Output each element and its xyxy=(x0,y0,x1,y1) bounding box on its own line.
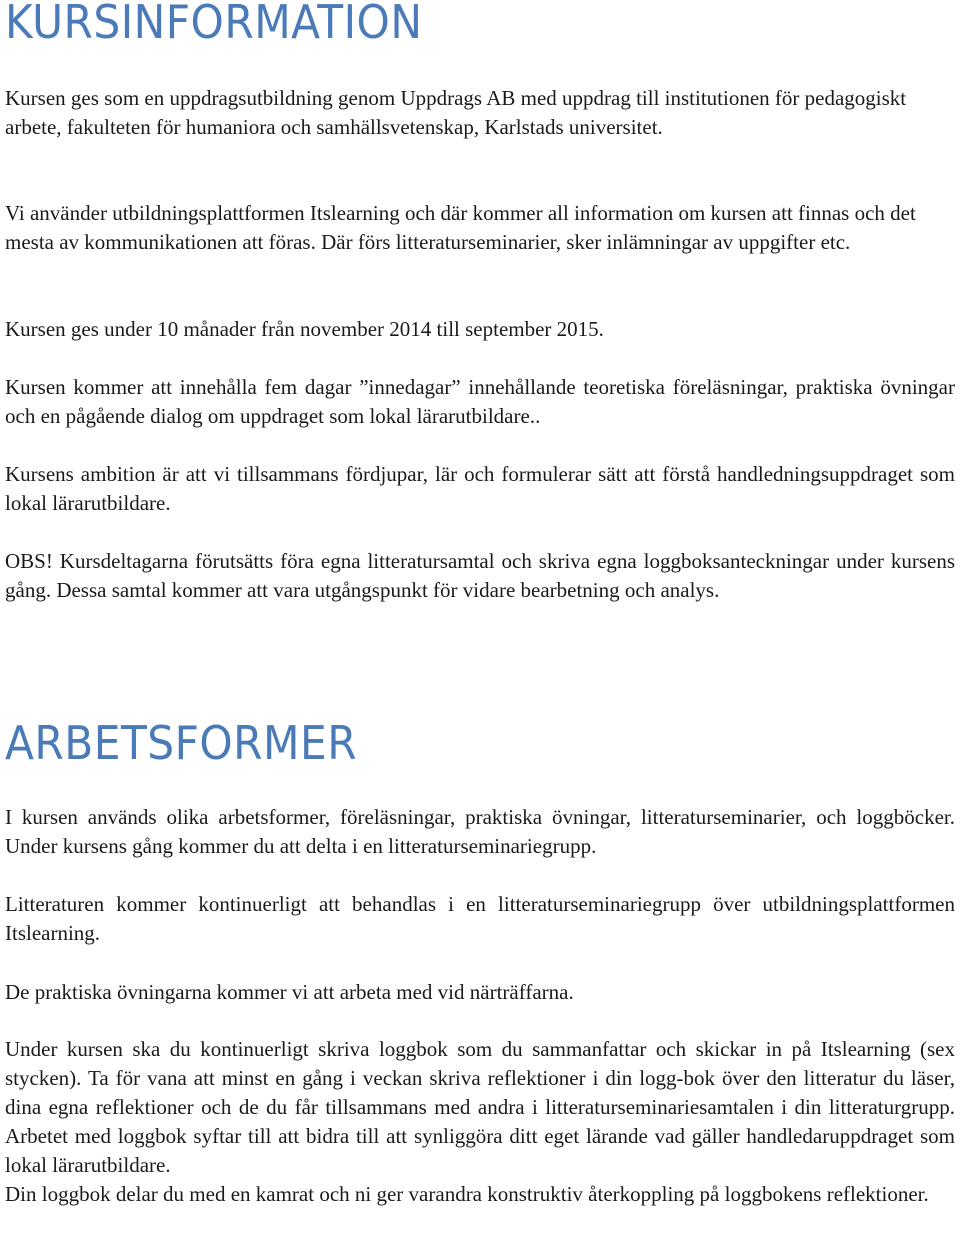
paragraph-uppdragsutbildning: Kursen ges som en uppdragsutbildning genom Uppdrags AB med uppdrag till institutionen för pedagogiskt arbete, fakulteten för humaniora och samhällsvetenskap, Karlstads universitet. xyxy=(5,86,907,139)
paragraph-litteraturen: Litteraturen kommer kontinuerligt att behandlas i en litteraturseminariegrupp över utbildningsplattformen Itslearning. xyxy=(5,892,955,945)
paragraph-obs: OBS! Kursdeltagarna förutsätts föra egna litteratursamtal och skriva egna loggboksanteckningar under kursens gång. Dessa samtal kommer att vara utgångspunkt för vidare bearbetning och analys. xyxy=(5,549,955,602)
paragraph-loggbok: Under kursen ska du kontinuerligt skriva loggbok som du sammanfattar och skickar in på Itslearning (sex stycken). Ta för vana att minst en gång i veckan skriva reflektioner i din logg-bok över den litteratur du läser, dina egna reflektioner och de du får tillsammans med andra i litteraturseminariesamtalen i din litteraturgrupp. Arbetet med loggbok syftar till att bidra till att synliggöra ditt eget lärande vad gäller handledaruppdraget som lokal lärarutbildare. xyxy=(5,1037,955,1177)
paragraph-kurslangd: Kursen ges under 10 månader från november 2014 till september 2015. xyxy=(5,317,604,341)
section-title-kursinformation: KURSINFORMATION xyxy=(5,0,423,49)
paragraph-praktiska-ovningar: De praktiska övningarna kommer vi att arbeta med vid närträffarna. xyxy=(5,980,574,1004)
paragraph-arbetsformer: I kursen används olika arbetsformer, föreläsningar, praktiska övningar, litteraturseminarier, och loggböcker. Under kursens gång kommer du att delta i en litteraturseminariegrupp. xyxy=(5,805,955,858)
section-title-arbetsformer: ARBETSFORMER xyxy=(5,716,358,770)
paragraph-ambition: Kursens ambition är att vi tillsammans fördjupar, lär och formulerar sätt att förstå handledningsuppdraget som lokal lärarutbildare. xyxy=(5,462,955,515)
paragraph-innedagar: Kursen kommer att innehålla fem dagar ”innedagar” innehållande teoretiska föreläsningar, praktiska övningar och en pågående dialog om uppdraget som lokal lärarutbildare.. xyxy=(5,375,955,428)
paragraph-loggbok-kamrat: Din loggbok delar du med en kamrat och ni ger varandra konstruktiv återkoppling på loggbokens reflektioner. xyxy=(5,1182,929,1206)
paragraph-itslearning: Vi använder utbildningsplattformen Itslearning och där kommer all information om kursen att finnas och det mesta av kommunikationen att föras. Där förs litteraturseminarier, sker inlämningar av uppgifter etc. xyxy=(5,201,916,254)
